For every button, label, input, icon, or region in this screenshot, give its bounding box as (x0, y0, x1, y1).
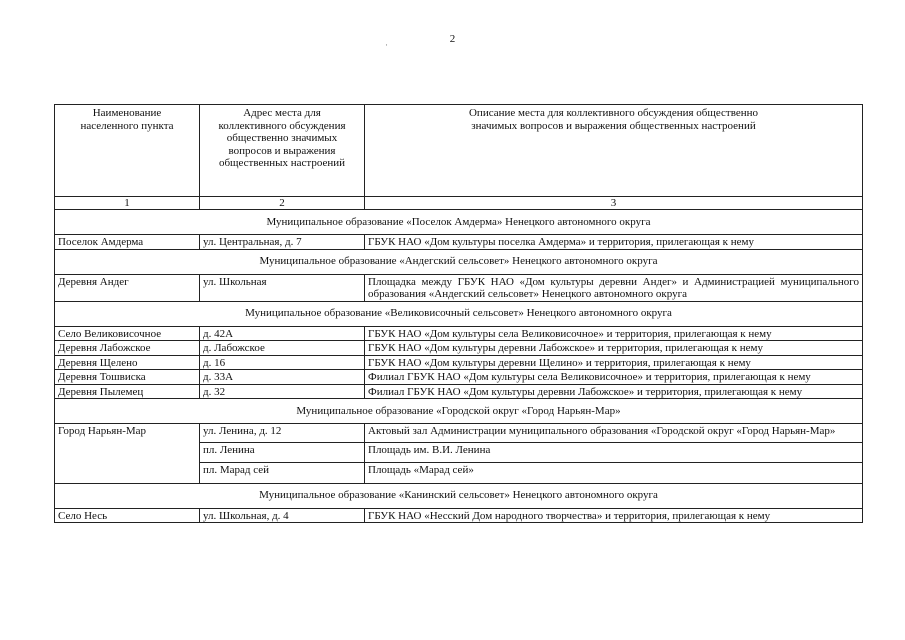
address-cell: пл. Ленина (200, 442, 365, 463)
address-cell: пл. Марад сей (200, 463, 365, 484)
table-row (55, 326, 863, 341)
column-number-1: 1 (55, 197, 200, 210)
section-heading (55, 249, 863, 274)
place-cell: Деревня Щелено (55, 355, 200, 370)
header-address: Адрес места для коллективного обсуждения общественно значимых вопросов и выражения общественных настроений (200, 105, 365, 197)
description-cell: Филиал ГБУК НАО «Дом культуры деревни Лабожское» и территория, прилегающая к нему (365, 384, 863, 399)
table-row (55, 424, 863, 443)
place-cell: Село Великовисочное (55, 326, 200, 341)
address-cell: ул. Школьная (200, 274, 365, 301)
section-title: Муниципальное образование «Городской округ «Город Нарьян-Мар» (55, 399, 863, 424)
place-cell: Поселок Амдерма (55, 235, 200, 250)
table-row (55, 274, 863, 301)
address-cell: ул. Ленина, д. 12 (200, 424, 365, 443)
place-cell: Село Несь (55, 508, 200, 523)
description-cell: Площадка между ГБУК НАО «Дом культуры деревни Андег» и Администрацией муниципального образования «Андегский сельсовет» Ненецкого автономного округа (365, 274, 863, 301)
description-cell: ГБУК НАО «Дом культуры деревни Щелино» и территория, прилегающая к нему (365, 355, 863, 370)
table-row (55, 341, 863, 356)
address-cell: д. 16 (200, 355, 365, 370)
table-row (55, 355, 863, 370)
column-number-2: 2 (200, 197, 365, 210)
places-table (54, 104, 863, 523)
place-cell: Деревня Андег (55, 274, 200, 301)
table-row (55, 235, 863, 250)
table-row (55, 370, 863, 385)
scan-speck: · (385, 40, 388, 50)
section-title: Муниципальное образование «Андегский сельсовет» Ненецкого автономного округа (55, 249, 863, 274)
description-cell: Площадь им. В.И. Ленина (365, 442, 863, 463)
address-cell: ул. Школьная, д. 4 (200, 508, 365, 523)
header-description: Описание места для коллективного обсуждения общественно значимых вопросов и выражения общественных настроений (365, 105, 863, 197)
section-title: Муниципальное образование «Великовисочный сельсовет» Ненецкого автономного округа (55, 301, 863, 326)
description-cell: Площадь «Марад сей» (365, 463, 863, 484)
address-cell: д. 33А (200, 370, 365, 385)
page-number: 2 (449, 33, 456, 45)
address-cell: д. 32 (200, 384, 365, 399)
header-place: Наименование населенного пункта (55, 105, 200, 197)
description-cell: Актовый зал Администрации муниципального образования «Городской округ «Город Нарьян-Мар» (365, 424, 863, 443)
place-cell: Деревня Пылемец (55, 384, 200, 399)
header-row (55, 105, 863, 197)
description-cell: ГБУК НАО «Дом культуры деревни Лабожское» и территория, прилегающая к нему (365, 341, 863, 356)
description-cell: ГБУК НАО «Дом культуры поселка Амдерма» и территория, прилегающая к нему (365, 235, 863, 250)
description-cell: Филиал ГБУК НАО «Дом культуры села Великовисочное» и территория, прилегающая к нему (365, 370, 863, 385)
address-cell: д. Лабожское (200, 341, 365, 356)
address-cell: ул. Центральная, д. 7 (200, 235, 365, 250)
description-cell: ГБУК НАО «Дом культуры села Великовисочное» и территория, прилегающая к нему (365, 326, 863, 341)
address-cell: д. 42А (200, 326, 365, 341)
column-number-3: 3 (365, 197, 863, 210)
section-heading (55, 301, 863, 326)
place-cell: Деревня Лабожское (55, 341, 200, 356)
table-row (55, 384, 863, 399)
section-title: Муниципальное образование «Канинский сельсовет» Ненецкого автономного округа (55, 483, 863, 508)
place-cell: Деревня Тошвиска (55, 370, 200, 385)
description-cell: ГБУК НАО «Несский Дом народного творчества» и территория, прилегающая к нему (365, 508, 863, 523)
column-number-row (55, 197, 863, 210)
place-cell: Город Нарьян-Мар (55, 424, 200, 484)
section-heading (55, 210, 863, 235)
section-heading (55, 483, 863, 508)
table-row (55, 508, 863, 523)
section-title: Муниципальное образование «Поселок Амдерма» Ненецкого автономного округа (55, 210, 863, 235)
section-heading (55, 399, 863, 424)
